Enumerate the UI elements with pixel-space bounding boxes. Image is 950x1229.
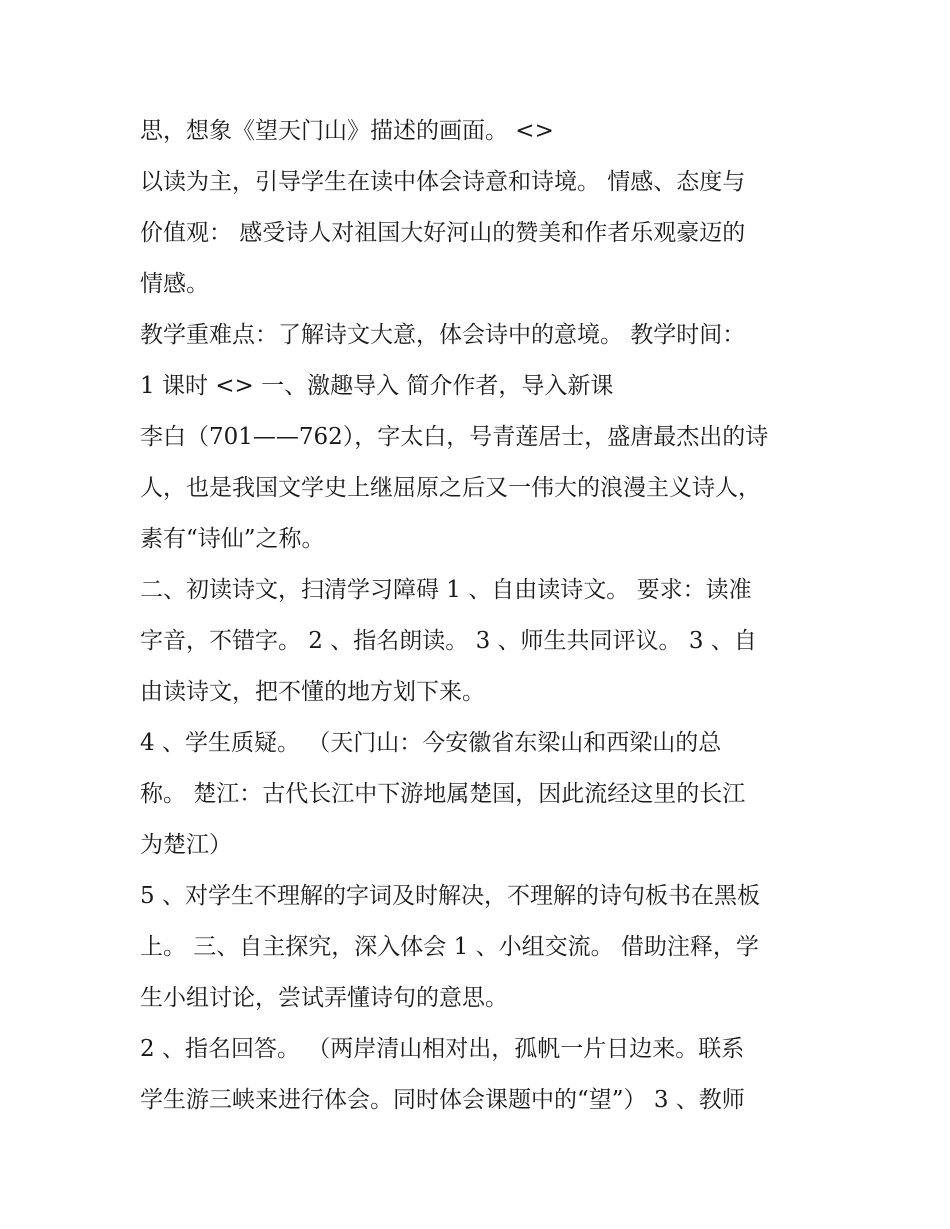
text-line: 1 课时 <> 一、激趣导入 简介作者，导入新课 bbox=[140, 373, 614, 399]
text-line: 由读诗文，把不懂的地方划下来。 bbox=[140, 679, 485, 705]
text-line: 价值观： 感受诗人对祖国大好河山的赞美和作者乐观豪迈的 bbox=[140, 220, 746, 246]
text-line: 情感。 bbox=[140, 271, 209, 297]
text-line: 4 、学生质疑。 （天门山：今安徽省东梁山和西梁山的总 bbox=[140, 730, 722, 756]
text-line: 5 、对学生不理解的字词及时解决，不理解的诗句板书在黑板 bbox=[140, 883, 760, 909]
text-line: 上。 三、自主探究，深入体会 1 、小组交流。 借助注释，学 bbox=[140, 934, 759, 960]
text-line: 生小组讨论，尝试弄懂诗句的意思。 bbox=[140, 985, 508, 1011]
text-line: 二、初读诗文，扫清学习障碍 1 、自由读诗文。 要求：读准 bbox=[140, 577, 752, 603]
text-line: 为楚江） bbox=[140, 832, 232, 858]
text-line: 人，也是我国文学史上继屈原之后又一伟大的浪漫主义诗人， bbox=[140, 475, 761, 501]
text-line: 思，想象《望天门山》描述的画面。 <> bbox=[140, 118, 554, 144]
text-line: 2 、指名回答。 （两岸清山相对出，孤帆一片日边来。联系 bbox=[140, 1036, 745, 1062]
text-line: 李白（701——762），字太白，号青莲居士，盛唐最杰出的诗 bbox=[140, 424, 769, 450]
text-line: 学生游三峡来进行体会。同时体会课题中的“望”） 3 、教师 bbox=[140, 1087, 745, 1113]
text-line: 字音，不错字。 2 、指名朗读。 3 、师生共同评议。 3 、自 bbox=[140, 628, 757, 654]
text-line: 教学重难点：了解诗文大意，体会诗中的意境。 教学时间： bbox=[140, 322, 746, 348]
text-line: 以读为主，引导学生在读中体会诗意和诗境。 情感、态度与 bbox=[140, 169, 746, 195]
text-line: 素有“诗仙”之称。 bbox=[140, 526, 325, 552]
text-line: 称。 楚江：古代长江中下游地属楚国，因此流经这里的长江 bbox=[140, 781, 746, 807]
